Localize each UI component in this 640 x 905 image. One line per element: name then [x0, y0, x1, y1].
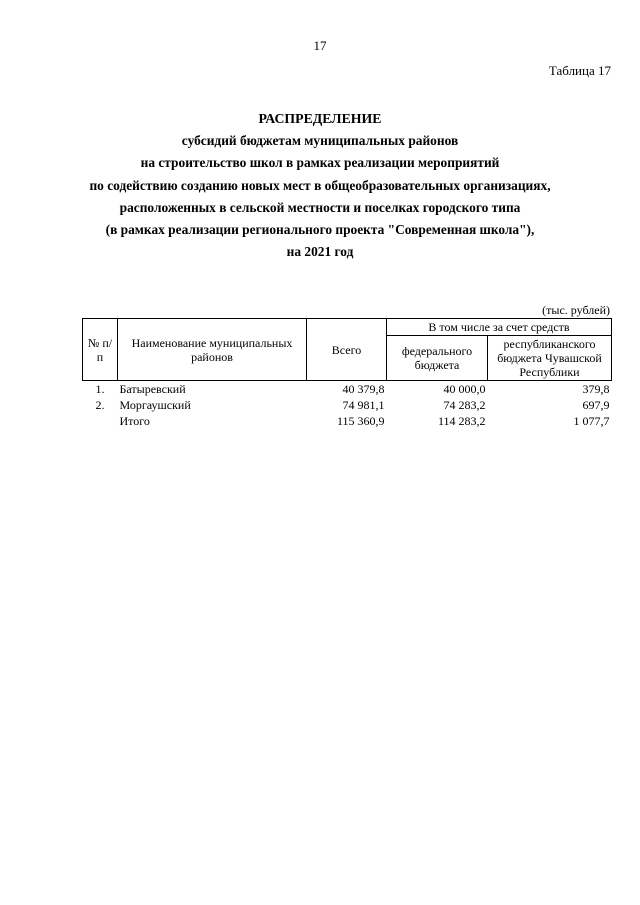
row-republican: 1 077,7	[573, 414, 610, 428]
title-line: по содействию созданию новых мест в общеобразовательных организациях,	[89, 177, 551, 193]
title-line: субсидий бюджетам муниципальных районов	[181, 133, 459, 149]
table-row-total	[83, 413, 612, 429]
row-federal: 114 283,2	[437, 414, 486, 428]
row-num	[83, 413, 118, 429]
row-total: 115 360,9	[336, 414, 385, 428]
header-republican: республиканского бюджета Чувашской Республики	[488, 336, 612, 381]
row-republican: 697,9	[582, 398, 610, 412]
row-name: Батыревский	[119, 382, 186, 396]
header-group: В том числе за счет средств	[387, 319, 612, 336]
row-federal: 40 000,0	[443, 382, 486, 396]
header-num: № п/п	[83, 319, 118, 381]
title-main: РАСПРЕДЕЛЕНИЕ	[258, 111, 382, 126]
title-line: на 2021 год	[286, 244, 354, 260]
header-federal: федерального бюджета	[387, 336, 488, 381]
table-label: Таблица 17	[548, 63, 611, 78]
header-name: Наименование муниципальных районов	[118, 319, 307, 381]
table-row	[83, 381, 612, 398]
row-total: 40 379,8	[342, 382, 385, 396]
row-total: 74 981,1	[342, 398, 385, 412]
title-line: (в рамках реализации регионального проекта "Современная школа"),	[105, 222, 535, 238]
table-row	[83, 397, 612, 413]
row-num: 1.	[95, 382, 105, 396]
row-republican: 379,8	[582, 382, 610, 396]
header-total: Всего	[307, 319, 387, 381]
row-num: 2.	[95, 398, 105, 412]
row-name: Моргаушский	[119, 398, 191, 412]
title-line: расположенных в сельской местности и поселках городского типа	[119, 199, 521, 215]
subsidy-table	[82, 318, 612, 429]
title-line: на строительство школ в рамках реализации мероприятий	[140, 155, 500, 171]
row-name: Итого	[119, 414, 150, 428]
page-number: 17	[313, 38, 327, 53]
units-note: (тыс. рублей)	[542, 303, 610, 317]
document-title	[0, 108, 640, 263]
row-federal: 74 283,2	[443, 398, 486, 412]
